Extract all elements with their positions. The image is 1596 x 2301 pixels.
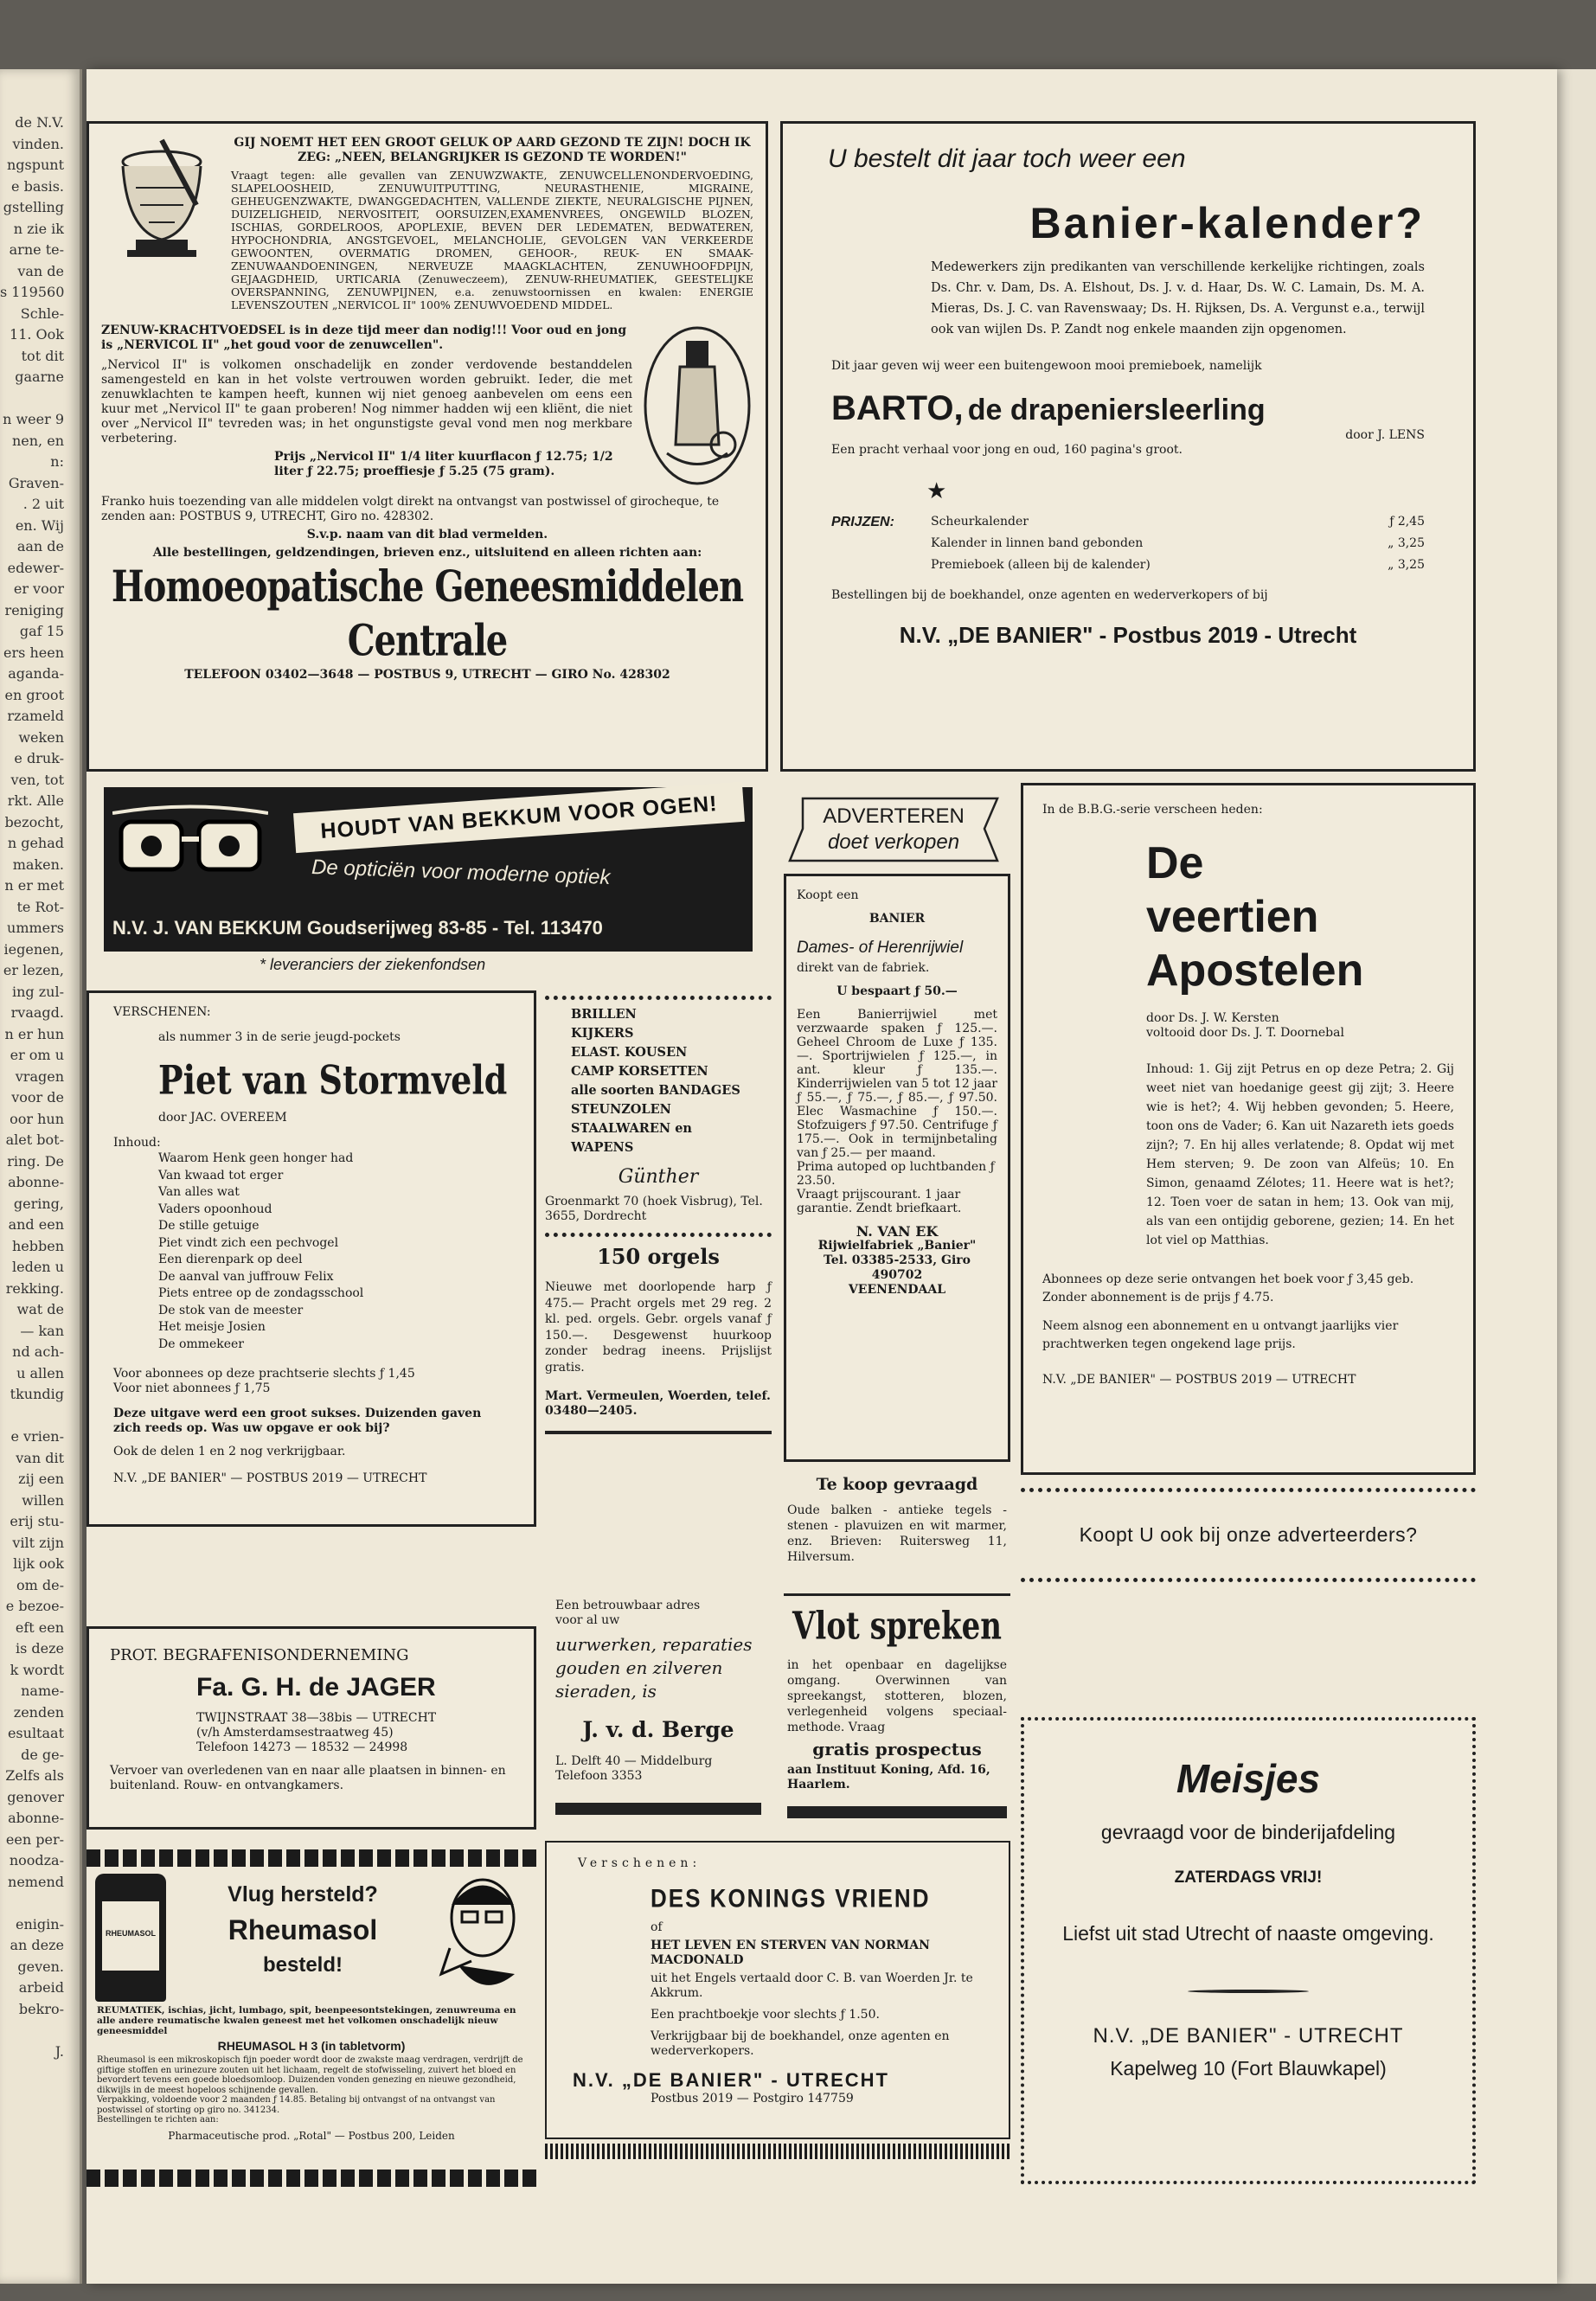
previous-page-line: ngspunt	[6, 157, 64, 173]
bekkum-ad	[104, 787, 753, 952]
previous-page-line: genover	[7, 1788, 64, 1805]
konings-price: Een prachtboekje voor slechts ƒ 1.50.	[651, 2008, 880, 2022]
list-item: ELAST. KOUSEN	[571, 1045, 688, 1060]
adverteren-badge	[785, 796, 1002, 863]
previous-page-line: s 119560	[0, 284, 65, 300]
stormveld-price-others: Voor niet abonnees ƒ 1,75	[113, 1381, 271, 1395]
berge-ad	[545, 1592, 772, 1825]
previous-page-line: tkundig	[10, 1386, 64, 1402]
konings-postbus: Postbus 2019 — Postgiro 147759	[651, 2092, 854, 2106]
homoeo-body: „Nervicol II" is volkomen onschadelijk en zonder verdovende bestanddelen samengesteld en kan in het volste vertrouwen worden gebruikt. Ieder, die met zenuwklachten te kampen heeft, kunnen wij niet genoeg aanbevelen om eens een kuur met „Nervicol II" te gaan proberen! Nog nimmer hadden wij een kliënt, die niet over „Nervicol II" tevreden was; in het ongunstigste geval vond men nog merkbare verbetering.	[101, 358, 632, 445]
gunther-address: Groenmarkt 70 (hoek Visbrug), Tel. 3655, Dordrecht	[545, 1195, 763, 1223]
previous-page-line: gering,	[13, 1195, 64, 1212]
previous-page-line: erij stu-	[10, 1513, 64, 1529]
rheumasol-body: Rheumasol is een mikroskopisch fijn poeder wordt door de zwakste maag verdragen, verdrijft de giftige stoffen en urinezure zouten uit het lichaam, regelt de stofwisseling, zuivert het bloed en bevordert tevens een goede bloedsomloop. Duizenden vonden genezing en nieuwe gezondheid, dikwijls in de meest hopeloos schijnende gevallen.	[97, 2055, 523, 2095]
rheumasol-footer: Pharmaceutische prod. „Rotal" — Postbus 200, Leiden	[168, 2129, 455, 2142]
previous-page-line: bekro-	[18, 2000, 64, 2017]
rijwiel-town: VEENENDAAL	[848, 1283, 946, 1297]
previous-page-line: van dit	[16, 1449, 64, 1466]
price-row: Premieboek (alleen bij de kalender) „ 3,25	[931, 558, 1425, 572]
list-item: KIJKERS	[571, 1026, 634, 1041]
previous-page-line: leden u	[12, 1259, 64, 1275]
star-icon: ★	[926, 478, 947, 504]
prices-label: PRIJZEN:	[831, 515, 894, 529]
previous-page-line: ing zul-	[11, 983, 64, 1000]
list-item: Een dierenpark op deel	[158, 1253, 303, 1266]
vlot-gratis: gratis prospectus	[812, 1739, 982, 1759]
stormveld-label: VERSCHENEN:	[113, 1005, 211, 1019]
konings-subtitle: HET LEVEN EN STERVEN VAN NORMAN MACDONALD	[651, 1939, 930, 1967]
previous-page-line	[0, 1406, 80, 1427]
bekkum-address: N.V. J. VAN BEKKUM Goudserijweg 83-85 - Tel. 113470	[112, 917, 603, 939]
previous-page-line: reniging	[4, 601, 64, 619]
list-item: Piets entree op de zondagsschool	[158, 1286, 364, 1300]
previous-page-line: abonne-	[8, 1810, 64, 1826]
stormveld-contents-label: Inhoud:	[113, 1136, 161, 1150]
previous-page-line: tot dit	[21, 347, 64, 364]
tekoop-body: Oude balken - antieke tegels - stenen - plavuizen en wit marmer, enz. Brieven: Ruitersweg 11, Hilversum.	[787, 1503, 1007, 1564]
newspaper-page	[87, 69, 1557, 2284]
homoeo-franko: Franko huis toezending van alle middelen volgt direkt na ontvangst van postwissel of girocheque, te zenden aan: POSTBUS 9, UTRECHT, Giro no. 428302.	[101, 495, 720, 523]
previous-page-line: — kan	[20, 1322, 64, 1339]
kalender-footer: N.V. „DE BANIER" - Postbus 2019 - Utrecht	[899, 622, 1357, 648]
apostelen-author: door Ds. J. W. Kersten	[1146, 1011, 1279, 1025]
previous-page-line: e bezoe-	[5, 1598, 64, 1614]
apostelen-title-3: Apostelen	[1146, 945, 1364, 996]
previous-page-line: de ge-	[21, 1746, 64, 1763]
divider	[545, 1233, 772, 1237]
previous-page-line: aan de	[16, 538, 64, 554]
previous-page-line: esultaat	[7, 1725, 64, 1741]
apostelen-contents: Inhoud: 1. Gij zijt Petrus en op deze Petra; 2. Gij weet niet van hoedanige geest gij zijt; 3. Heere wie is het?; 4. Wij hebben gevonden; 5. Heere, toon ons de Vader; 6. Kan uit Nazareth iets goeds zijn?; 7. En hij alles verlatende; 8. Opdat wij met Hem sterven; 9. De zoon van Alfeüs; 10. En Simon, genaamd Zélotes; 11. Heere wat is het?; 12. Toen voer de satan in hem; 13. Ook van mij, als van een ontijdig geborene, gezien; 14. En het lot viel op Matthias.	[1146, 1062, 1454, 1247]
kalender-intro: U bestelt dit jaar toch weer een	[828, 144, 1186, 173]
mortar-illustration	[101, 136, 222, 292]
list-item: De aanval van juffrouw Felix	[158, 1269, 334, 1284]
previous-page-line: name-	[21, 1682, 64, 1699]
previous-page-line: e druk-	[14, 750, 64, 766]
book-description: Een pracht verhaal voor jong en oud, 160 pagina's groot.	[831, 443, 1183, 457]
previous-page-line: e vrien-	[10, 1428, 64, 1445]
meisjes-line3: Liefst uit stad Utrecht of naaste omgeving.	[1062, 1922, 1434, 1945]
gunther-ad	[545, 990, 772, 1418]
man-with-pipe-illustration	[433, 1870, 528, 2000]
previous-page-line: u allen	[16, 1364, 64, 1381]
previous-page-line: gaf 15	[19, 623, 64, 639]
konings-available: Verkrijgbaar bij de boekhandel, onze agenten en wederverkopers.	[651, 2029, 950, 2058]
konings-title: DES KONINGS VRIEND	[651, 1882, 931, 1913]
konings-footer: N.V. „DE BANIER" - UTRECHT	[573, 2069, 889, 2091]
previous-page-line	[0, 388, 80, 410]
meisjes-line2: ZATERDAGS VRIJ!	[1174, 1868, 1323, 1887]
vlot-ad	[784, 1604, 1010, 1817]
orgels-contact: Mart. Vermeulen, Woerden, telef. 03480—2405.	[545, 1389, 771, 1418]
rijwiel-body: Een Banierrijwiel met verzwaarde spaken ƒ 125.—. Geheel Chroom de Luxe ƒ 135.—. Sportrijwielen ƒ 125.—, in ant. kleur ƒ 135.—. Kinderrijwielen van 5 tot 12 jaar ƒ 55.—, ƒ 75.—, ƒ 85.—, ƒ 97.50. Elec Wasmachine ƒ 150.—. Stofzuigers ƒ 97.50. Centrifuge ƒ 175.—. Ook in termijnbetaling van ƒ 25.— per maand.	[797, 1008, 997, 1160]
rijwiel-ad	[784, 874, 1010, 1462]
bekkum-supplier: * leveranciers der ziekenfondsen	[260, 956, 486, 973]
rijwiel-name: N. VAN EK	[856, 1223, 939, 1240]
divider	[555, 1803, 761, 1815]
previous-page-line: de N.V.	[15, 114, 64, 131]
list-item: De stille getuige	[158, 1219, 260, 1233]
previous-page-line: ven, tot	[10, 771, 64, 788]
previous-page-line: arbeid	[18, 1979, 64, 1996]
apostelen-completed: voltooid door Ds. J. T. Doornebal	[1146, 1026, 1344, 1040]
previous-page-line: en groot	[4, 686, 64, 703]
previous-page-line: oor hun	[10, 1110, 64, 1127]
previous-page-line: gaarne	[15, 369, 64, 385]
apostelen-offer: Neem alsnog een abonnement en u ontvangt jaarlijks vier prachtwerken tegen ongekend lage prijs.	[1042, 1319, 1399, 1351]
jager-tel: Telefoon 14273 — 18532 — 24998	[196, 1740, 408, 1754]
homoeo-complaints: Vraagt tegen: alle gevallen van ZENUWZWAKTE, ZENUWCELLENONDERVOEDING, SLAPELOOSHEID, ZENUWUITPUTTING, NEURASTHENIE, MIGRAINE, GEHEUGENZWAKTE, DWANGGEDACHTEN, VALLENDE ZIEKTE, NEURALGISCHE PIJNEN, DUIZELIGHEID, NERVOSITEIT, OORSUIZEN,EXAMENVREES, ONGEWILD BLOZEN, ISCHIAS, GORDELROOS, APOPLEXIE, BEVEN DER LEDEMATEN, BEDWATEREN, HYPOCHONDRIA, ANGSTGEVOEL, MELANCHOLIE, GEVOLGEN VAN VERKEERDE GEWOONTEN, OVERMATIG DROMEN, GEHOOR-, REUK- EN SMAAK-ZENUWAANDOENINGEN, NERVEUZE MAAGKLACHTEN, ZENUWHOOFDPIJN, GEJAAGDHEID, URTICARIA (Zenuweczeem), ZENUW-RHEUMATIEK, GEESTELIJKE OVERSPANNING, ZENUWPIJNEN, e.a. zenuwstoornissen en kwalen: ENERGIE LEVENSZOUTEN „NERVICOL II" 100% ZENUWVOEDEND MIDDEL.	[231, 169, 753, 311]
previous-page-line: maken.	[12, 856, 64, 873]
previous-page-line: and een	[8, 1216, 64, 1233]
previous-page-line: alet bot-	[5, 1131, 64, 1148]
previous-page-line: vinden.	[12, 135, 64, 152]
bottle-label: RHEUMASOL	[106, 1929, 156, 1938]
previous-page-line: n gehad	[7, 835, 64, 851]
rijwiel-buy: Koopt een	[797, 888, 859, 902]
previous-page-line: er om u	[10, 1047, 64, 1063]
homoeo-svp: S.v.p. naam van dit blad vermelden.	[306, 528, 548, 542]
meisjes-title: Meisjes	[1176, 1756, 1321, 1801]
price-list	[931, 515, 1425, 573]
previous-page-line: rvaagd.	[10, 1004, 64, 1021]
list-item: WAPENS	[571, 1140, 634, 1155]
previous-page-line: een per-	[5, 1830, 64, 1848]
konings-translation: uit het Engels vertaald door C. B. van Woerden Jr. te Akkrum.	[651, 1971, 973, 2000]
bekkum-slogan: HOUDT VAN BEKKUM VOOR OGEN!	[319, 791, 719, 844]
previous-page-line: vilt zijn	[12, 1534, 64, 1551]
kalender-title: Banier-kalender?	[1029, 199, 1425, 247]
previous-page-line: arne te-	[9, 241, 64, 258]
meisjes-line1: gevraagd voor de binderijafdeling	[1100, 1821, 1396, 1843]
previous-page-line: is deze	[15, 1640, 64, 1657]
previous-page-line: Zelfs als	[5, 1767, 64, 1784]
list-item: De stok van de meester	[158, 1303, 304, 1317]
previous-page-line: . 2 uit	[22, 496, 64, 512]
previous-page-line: zij een	[18, 1471, 64, 1487]
vlot-body: in het openbaar en dagelijkse omgang. Overwinnen van spreekangst, stotteren, blozen, verlegenheid volgens speciaal-methode. Vraag	[787, 1658, 1007, 1734]
berge-services: uurwerken, reparaties gouden en zilveren sieraden, is	[555, 1634, 753, 1702]
apostelen-intro: In de B.B.G.-serie verscheen heden:	[1042, 803, 1263, 817]
rijwiel-direct: direkt van de fabriek.	[797, 961, 930, 975]
meisjes-ad	[1021, 1717, 1476, 2184]
kalender-premium: Dit jaar geven wij weer een buitengewoon mooi premieboek, namelijk	[831, 359, 1262, 373]
gunther-name: Günther	[618, 1166, 699, 1188]
previous-page-line: er voor	[13, 580, 64, 597]
konings-ad	[545, 1841, 1010, 2139]
gunther-item-list	[571, 1005, 772, 1157]
stormveld-chapter-list	[158, 1150, 510, 1353]
previous-page-line: enigin-	[16, 1915, 64, 1932]
previous-page-line	[0, 2020, 80, 2041]
list-item: Vaders opoonhoud	[158, 1202, 272, 1216]
previous-page-line: abonne-	[8, 1174, 64, 1190]
meisjes-company: N.V. „DE BANIER" - UTRECHT	[1093, 2024, 1404, 2048]
rheumasol-tagline: REUMATIEK, ischias, jicht, lumbago, spit, beenpeesontstekingen, zenuwreuma en alle andere reumatische kwalen geneest met het volkomen onschadelijk nieuw geneesmiddel	[97, 2005, 516, 2036]
rijwiel-factory: Rijwielfabriek „Banier"	[817, 1239, 977, 1253]
berge-line2: voor al uw	[555, 1613, 620, 1627]
list-item: De ommekeer	[158, 1336, 244, 1351]
rheumasol-h1: Vlug hersteld?	[228, 1882, 378, 1907]
previous-page-line: gstelling	[3, 199, 64, 215]
previous-page-line: en. Wij	[15, 516, 64, 534]
list-item: Van alles wat	[158, 1185, 240, 1199]
previous-page-line: aganda-	[8, 665, 64, 682]
previous-page-line: ring. De	[7, 1152, 64, 1170]
book-title-rest: de drapeniersleerling	[967, 394, 1266, 426]
rijwiel-price-list: Vraagt prijscourant. 1 jaar garantie. Zendt briefkaart.	[797, 1188, 962, 1215]
pharmacy-bottle-illustration	[641, 324, 753, 488]
previous-page-line: 11. Ook	[10, 326, 64, 343]
previous-page-line: rekking.	[5, 1279, 64, 1297]
apostelen-subscribers: Abonnees op deze serie ontvangen het boek voor ƒ 3,45 geb. Zonder abonnement is de prijs ƒ 4.75.	[1042, 1272, 1414, 1304]
homoeo-headline: GIJ NOEMT HET EEN GROOT GELUK OP AARD GEZOND TE ZIJN! DOCH IK ZEG: „NEEN, BELANGRIJKER IS GEZOND TE WORDEN!"	[234, 136, 751, 164]
previous-page-line: rzameld	[7, 708, 64, 724]
berge-address: L. Delft 40 — Middelburg	[555, 1754, 713, 1768]
previous-page-line: edewer-	[7, 559, 64, 576]
kalender-coworkers: Medewerkers zijn predikanten van verschillende kerkelijke richtingen, zoals Ds. Chr. v. Dam, Ds. A. Elshout, Ds. J. v. d. Haar, Ds. W. C. Lamain, Ds. M. A. Mieras, Ds. J. C. van Ravenswaay; Ds. H. Rijksen, Ds. A. Vergunst e.a., terwijl ook van wijlen Ds. P. Zandt nog enkele maanden zijn opgenomen.	[931, 260, 1425, 336]
stormveld-author: door JAC. OVEREEM	[158, 1111, 287, 1125]
apostelen-title-2: veertien	[1146, 892, 1319, 942]
stormveld-price-subscribers: Voor abonnees op deze prachtserie slechts ƒ 1,45	[113, 1367, 415, 1381]
bekkum-slogan-banner	[293, 782, 745, 853]
price-row: Kalender in linnen band gebonden „ 3,25	[931, 536, 1425, 550]
previous-page-line: bezocht,	[4, 813, 64, 830]
jager-street: TWIJNSTRAAT 38—38bis — UTRECHT	[196, 1711, 437, 1725]
konings-of: of	[651, 1920, 663, 1934]
rheumasol-bottle	[95, 1874, 166, 2002]
list-item: Piet vindt zich een pechvogel	[158, 1235, 339, 1250]
dotted-border-bottom	[545, 2144, 1010, 2159]
previous-page-line: n er met	[4, 877, 64, 894]
jager-old: (v/h Amsterdamsestraatweg 45)	[196, 1726, 394, 1740]
stormveld-footer: N.V. „DE BANIER" — POSTBUS 2019 — UTRECHT	[113, 1471, 427, 1485]
book-author: door J. LENS	[1345, 428, 1425, 442]
stormveld-title: Piet van Stormveld	[158, 1056, 508, 1104]
previous-page-line: n er hun	[4, 1025, 64, 1042]
rheumasol-ad	[87, 1849, 536, 2187]
list-item: STAALWAREN en	[571, 1121, 692, 1136]
checker-border-top	[87, 1849, 536, 1867]
rijwiel-type: Dames- of Herenrijwiel	[797, 939, 964, 957]
rijwiel-saves: U bespaart ƒ 50.—	[836, 984, 958, 998]
previous-page-line: J.	[54, 2042, 64, 2060]
rheumasol-h2: Rheumasol	[228, 1914, 378, 1945]
list-item: Waarom Henk geen honger had	[158, 1151, 354, 1165]
divider	[787, 1806, 1007, 1818]
apostelen-title-1: De	[1146, 838, 1204, 888]
checker-border-bottom	[87, 2170, 536, 2187]
adverteren-line2: doet verkopen	[827, 830, 960, 854]
previous-page-text	[0, 69, 80, 2062]
orgels-body: Nieuwe met doorlopende harp ƒ 475.— Pracht orgels met 29 reg. 2 kl. ped. orgels. Gebr. orgels vanaf ƒ 150.—. Desgewenst huurkoop zonder bedrag ineens. Prijslijst gratis.	[545, 1280, 772, 1375]
rheumasol-packing: Verpakking, voldoende voor 2 maanden ƒ 14.85. Betaling bij ontvangst of na ontvangst van postwissel of storting op giro no. 341234.	[97, 2095, 496, 2115]
next-page-edge	[1555, 69, 1596, 2284]
homoeo-company: Homoeopatische Geneesmiddelen Centrale	[111, 561, 744, 666]
rijwiel-brand: BANIER	[869, 912, 926, 926]
homoeo-contact: TELEFOON 03402—3648 — POSTBUS 9, UTRECHT — GIRO No. 428302	[184, 668, 670, 682]
previous-page-line: iegenen,	[3, 940, 64, 958]
homoeo-food: ZENUW-KRACHTVOEDSEL is in deze tijd meer dan nodig!!! Voor oud en jong is „NERVICOL II" „het goud voor de zenuwcellen".	[101, 324, 627, 352]
previous-page-line: Schle-	[20, 304, 64, 322]
previous-page-line: zenden	[13, 1703, 64, 1721]
jager-name: Fa. G. H. de JAGER	[196, 1673, 436, 1702]
apostelen-ad	[1021, 783, 1476, 1475]
previous-page-line: vragen	[15, 1067, 64, 1085]
previous-page-line: noodza-	[9, 1852, 64, 1868]
previous-page-line: ers heen	[3, 644, 64, 661]
bekkum-sub: De opticiën voor moderne optiek	[311, 855, 611, 890]
tekoop-ad	[784, 1466, 1010, 1596]
glasses-face-icon	[112, 804, 268, 900]
list-item: STEUNZOLEN	[571, 1102, 671, 1117]
divider	[545, 1431, 772, 1434]
jager-title: PROT. BEGRAFENISONDERNEMING	[110, 1646, 409, 1664]
previous-page-line: nen, en	[11, 432, 64, 449]
banier-kalender-ad	[780, 121, 1476, 772]
stormveld-series: als nummer 3 in de serie jeugd-pockets	[158, 1030, 401, 1044]
list-item: alle soorten BANDAGES	[571, 1083, 740, 1098]
berge-name: J. v. d. Berge	[582, 1717, 734, 1742]
berge-tel: Telefoon 3353	[555, 1769, 643, 1783]
previous-page-line: hebben	[11, 1237, 64, 1254]
previous-page-line: willen	[22, 1491, 64, 1509]
vlot-address: aan Instituut Koning, Afd. 16, Haarlem.	[787, 1763, 990, 1791]
previous-page-line: eft een	[15, 1618, 64, 1636]
koopt-banner	[1021, 1488, 1476, 1592]
previous-page-line: n:	[50, 453, 64, 470]
adverteren-line1: ADVERTEREN	[823, 804, 965, 828]
previous-page-line: lijk ook	[13, 1555, 64, 1572]
homoeo-orders: Alle bestellingen, geldzendingen, brieven enz., uitsluitend en alleen richten aan:	[152, 546, 702, 560]
previous-page-line: nd ach-	[12, 1343, 64, 1360]
berge-line1: Een betrouwbaar adres	[555, 1599, 701, 1612]
list-item: CAMP KORSETTEN	[571, 1064, 708, 1079]
previous-page-line: an deze	[10, 1937, 64, 1953]
price-row: Scheurkalender ƒ 2,45	[931, 515, 1425, 529]
rijwiel-tel: Tel. 03385-2533, Giro 490702	[823, 1253, 971, 1282]
previous-page-line: te Rot-	[16, 898, 64, 915]
rheumasol-h3: besteld!	[262, 1953, 343, 1977]
divider	[545, 996, 772, 1000]
previous-page-line: om de-	[16, 1576, 64, 1593]
previous-page-line: rkt. Alle	[7, 792, 64, 809]
previous-page-line: geven.	[17, 1958, 64, 1975]
previous-page-line: n zie ik	[13, 220, 64, 237]
konings-label: Verschenen:	[578, 1856, 702, 1870]
tekoop-title: Te koop gevraagd	[816, 1475, 978, 1494]
previous-page-line: nemend	[8, 1873, 64, 1890]
previous-page-line: e basis.	[11, 177, 64, 195]
kalender-ordering: Bestellingen bij de boekhandel, onze agenten en wederverkopers of bij	[831, 588, 1268, 602]
previous-page-line	[0, 1893, 80, 1914]
vlot-title: Vlot spreken	[792, 1604, 1002, 1649]
ornament-divider	[1188, 1990, 1309, 1993]
previous-page-line: van de	[17, 262, 64, 279]
book-title-barto: BARTO,	[831, 389, 964, 427]
list-item: Van kwaad tot erger	[158, 1168, 284, 1183]
jager-ad	[87, 1626, 536, 1830]
stormveld-ad	[87, 990, 536, 1527]
list-item: Het meisje Josien	[158, 1320, 266, 1334]
previous-page-line: voor de	[11, 1089, 64, 1106]
stormveld-success: Deze uitgave werd een groot sukses. Duizenden gaven zich reeds op. Was uw opgave er ook bij?	[113, 1407, 482, 1435]
previous-page-line: k wordt	[10, 1661, 64, 1678]
apostelen-footer: N.V. „DE BANIER" — POSTBUS 2019 — UTRECHT	[1042, 1373, 1356, 1387]
rheumasol-product: RHEUMASOL H 3 (in tabletvorm)	[217, 2039, 406, 2053]
previous-page-line: wat de	[16, 1301, 64, 1317]
stormveld-also: Ook de delen 1 en 2 nog verkrijgbaar.	[113, 1445, 346, 1458]
previous-page-line: n weer 9	[3, 411, 64, 427]
list-item: BRILLEN	[571, 1007, 637, 1022]
homoeo-price: Prijs „Nervicol II" 1/4 liter kuurflacon ƒ 12.75; 1/2 liter ƒ 22.75; proeffiesje ƒ 5.25 (75 gram).	[274, 450, 613, 478]
meisjes-address: Kapelweg 10 (Fort Blauwkapel)	[1110, 2057, 1387, 2080]
previous-page-edge	[0, 69, 82, 2284]
previous-page-line: ummers	[7, 920, 64, 936]
homoeo-ad	[87, 121, 768, 772]
rheumasol-orders: Bestellingen te richten aan:	[97, 2115, 219, 2125]
rijwiel-autoped: Prima autoped op luchtbanden ƒ 23.50.	[797, 1160, 995, 1188]
jager-body: Vervoer van overledenen van en naar alle plaatsen in binnen- en buitenland. Rouw- en ontvangkamers.	[110, 1764, 506, 1792]
previous-page-line: er lezen,	[3, 962, 64, 978]
koopt-text: Koopt U ook bij onze adverteerders?	[1079, 1523, 1418, 1546]
orgels-title: 150 orgels	[597, 1244, 720, 1269]
previous-page-line: Graven-	[8, 474, 64, 491]
previous-page-line: weken	[18, 728, 64, 746]
